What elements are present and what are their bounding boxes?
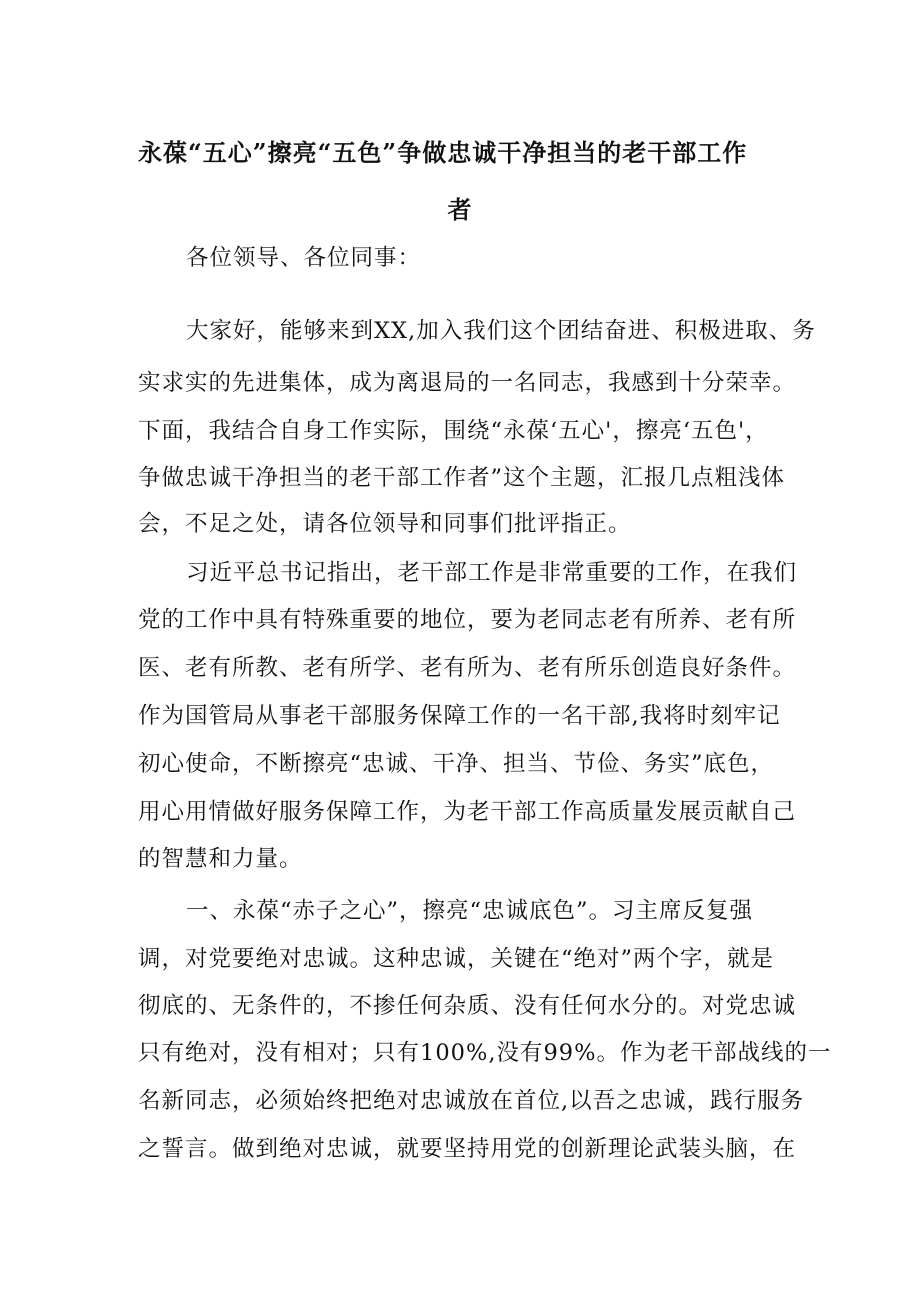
paragraph-3-line-2: 调，对党要绝对忠诚。这种忠诚，关键在“绝对”两个字，就是 (138, 946, 775, 972)
paragraph-2-line-6: 用心用情做好服务保障工作，为老干部工作高质量发展贡献自己 (138, 799, 797, 825)
paragraph-1-line-4: 争做忠诚干净担当的老干部工作者”这个主题，汇报几点粗浅体 (138, 465, 786, 491)
paragraph-1-line-3: 下面，我结合自身工作实际，围绕“永葆‘五心'，擦亮‘五色'， (138, 418, 769, 444)
paragraph-2-line-2: 党的工作中具有特殊重要的地位，要为老同志老有所养、老有所 (138, 607, 797, 633)
document-title-line-1: 永葆“五心”擦亮“五色”争做忠诚干净担当的老干部工作 (138, 138, 748, 167)
salutation: 各位领导、各位同事： (186, 245, 422, 271)
paragraph-1-line-1: 大家好，能够来到XX,加入我们这个团结奋进、积极进取、务 (186, 318, 816, 344)
paragraph-3-line-1: 一、永葆“赤子之心”，擦亮“忠诚底色”。习主席反复强 (186, 898, 754, 924)
paragraph-2-line-3: 医、老有所教、老有所学、老有所为、老有所乐创造良好条件。 (138, 655, 797, 681)
paragraph-2-line-7: 的智慧和力量。 (138, 846, 303, 872)
paragraph-2-line-4: 作为国管局从事老干部服务保障工作的一名干部,我将时刻牢记 (138, 703, 781, 729)
paragraph-3-line-5: 名新同志，必须始终把绝对忠诚放在首位,以吾之忠诚，践行服务 (138, 1088, 805, 1114)
paragraph-2-line-5: 初心使命，不断擦亮“忠诚、干净、担当、节俭、务实”底色， (138, 751, 775, 777)
paragraph-3-line-4: 只有绝对，没有相对；只有100%,没有99%。作为老干部战线的一 (138, 1040, 832, 1066)
paragraph-1-line-2: 实求实的先进集体，成为离退局的一名同志，我感到十分荣幸。 (138, 370, 797, 396)
paragraph-3-line-3: 彻底的、无条件的，不掺任何杂质、没有任何水分的。对党忠诚 (138, 993, 797, 1019)
document-title-line-2: 者 (447, 195, 473, 224)
paragraph-2-line-1: 习近平总书记指出，老干部工作是非常重要的工作，在我们 (186, 560, 798, 586)
paragraph-3-line-6: 之誓言。做到绝对忠诚，就要坚持用党的创新理论武装头脑，在 (138, 1136, 797, 1162)
paragraph-1-line-5: 会，不足之处，请各位领导和同事们批评指正。 (138, 511, 632, 537)
